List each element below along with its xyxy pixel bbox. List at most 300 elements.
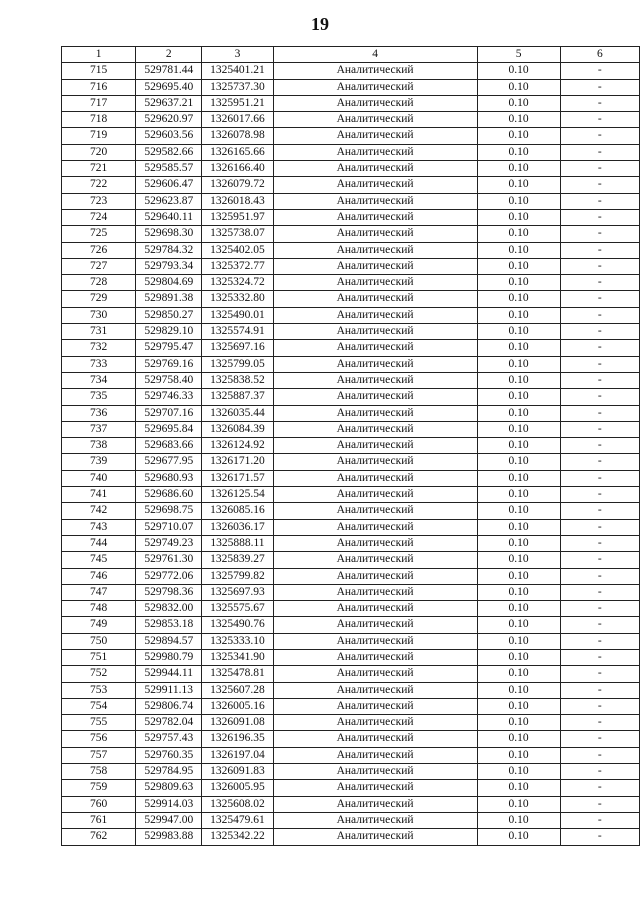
table-row <box>62 568 640 584</box>
method-cell: Аналитический <box>273 112 477 128</box>
table-row <box>62 144 640 160</box>
point-number-cell: 724 <box>62 209 136 225</box>
accuracy-cell: 0.10 <box>477 682 560 698</box>
note-cell: - <box>560 324 639 340</box>
x-coordinate-cell: 529850.27 <box>136 307 202 323</box>
table-row <box>62 405 640 421</box>
table-row <box>62 552 640 568</box>
table-row <box>62 731 640 747</box>
method-cell: Аналитический <box>273 63 477 79</box>
accuracy-cell: 0.10 <box>477 698 560 714</box>
accuracy-cell: 0.10 <box>477 829 560 845</box>
table-header-row <box>62 47 640 63</box>
x-coordinate-cell: 529782.04 <box>136 715 202 731</box>
note-cell: - <box>560 389 639 405</box>
table-row <box>62 242 640 258</box>
table-row <box>62 747 640 763</box>
table-row <box>62 584 640 600</box>
accuracy-cell: 0.10 <box>477 128 560 144</box>
point-number-cell: 723 <box>62 193 136 209</box>
method-cell: Аналитический <box>273 177 477 193</box>
note-cell: - <box>560 812 639 828</box>
table-row <box>62 649 640 665</box>
table-row <box>62 666 640 682</box>
x-coordinate-cell: 529947.00 <box>136 812 202 828</box>
method-cell: Аналитический <box>273 519 477 535</box>
point-number-cell: 753 <box>62 682 136 698</box>
y-coordinate-cell: 1325574.91 <box>202 324 273 340</box>
x-coordinate-cell: 529677.95 <box>136 454 202 470</box>
x-coordinate-cell: 529698.75 <box>136 503 202 519</box>
y-coordinate-cell: 1325888.11 <box>202 535 273 551</box>
table-row <box>62 470 640 486</box>
table-row <box>62 601 640 617</box>
note-cell: - <box>560 698 639 714</box>
point-number-cell: 728 <box>62 275 136 291</box>
accuracy-cell: 0.10 <box>477 503 560 519</box>
table-row <box>62 503 640 519</box>
x-coordinate-cell: 529806.74 <box>136 698 202 714</box>
note-cell: - <box>560 601 639 617</box>
x-coordinate-cell: 529983.88 <box>136 829 202 845</box>
point-number-cell: 751 <box>62 649 136 665</box>
x-coordinate-cell: 529772.06 <box>136 568 202 584</box>
accuracy-cell: 0.10 <box>477 324 560 340</box>
x-coordinate-cell: 529582.66 <box>136 144 202 160</box>
y-coordinate-cell: 1326018.43 <box>202 193 273 209</box>
method-cell: Аналитический <box>273 666 477 682</box>
y-coordinate-cell: 1325697.16 <box>202 340 273 356</box>
y-coordinate-cell: 1325402.05 <box>202 242 273 258</box>
method-cell: Аналитический <box>273 421 477 437</box>
y-coordinate-cell: 1325333.10 <box>202 633 273 649</box>
method-cell: Аналитический <box>273 568 477 584</box>
point-number-cell: 739 <box>62 454 136 470</box>
accuracy-cell: 0.10 <box>477 519 560 535</box>
x-coordinate-cell: 529620.97 <box>136 112 202 128</box>
method-cell: Аналитический <box>273 193 477 209</box>
y-coordinate-cell: 1326171.20 <box>202 454 273 470</box>
point-number-cell: 727 <box>62 258 136 274</box>
note-cell: - <box>560 764 639 780</box>
table-row <box>62 764 640 780</box>
y-coordinate-cell: 1325799.82 <box>202 568 273 584</box>
y-coordinate-cell: 1326078.98 <box>202 128 273 144</box>
table-row <box>62 209 640 225</box>
point-number-cell: 733 <box>62 356 136 372</box>
x-coordinate-cell: 529829.10 <box>136 324 202 340</box>
x-coordinate-cell: 529911.13 <box>136 682 202 698</box>
accuracy-cell: 0.10 <box>477 63 560 79</box>
accuracy-cell: 0.10 <box>477 340 560 356</box>
accuracy-cell: 0.10 <box>477 601 560 617</box>
method-cell: Аналитический <box>273 128 477 144</box>
note-cell: - <box>560 470 639 486</box>
table-row <box>62 812 640 828</box>
y-coordinate-cell: 1325838.52 <box>202 372 273 388</box>
method-cell: Аналитический <box>273 552 477 568</box>
method-cell: Аналитический <box>273 389 477 405</box>
point-number-cell: 715 <box>62 63 136 79</box>
table-row <box>62 193 640 209</box>
point-number-cell: 731 <box>62 324 136 340</box>
note-cell: - <box>560 421 639 437</box>
point-number-cell: 755 <box>62 715 136 731</box>
y-coordinate-cell: 1326091.08 <box>202 715 273 731</box>
x-coordinate-cell: 529795.47 <box>136 340 202 356</box>
x-coordinate-cell: 529710.07 <box>136 519 202 535</box>
table-row <box>62 226 640 242</box>
x-coordinate-cell: 529761.30 <box>136 552 202 568</box>
point-number-cell: 745 <box>62 552 136 568</box>
method-cell: Аналитический <box>273 275 477 291</box>
note-cell: - <box>560 715 639 731</box>
table-row <box>62 340 640 356</box>
method-cell: Аналитический <box>273 715 477 731</box>
accuracy-cell: 0.10 <box>477 552 560 568</box>
point-number-cell: 722 <box>62 177 136 193</box>
y-coordinate-cell: 1325342.22 <box>202 829 273 845</box>
method-cell: Аналитический <box>273 161 477 177</box>
note-cell: - <box>560 535 639 551</box>
note-cell: - <box>560 552 639 568</box>
accuracy-cell: 0.10 <box>477 161 560 177</box>
x-coordinate-cell: 529707.16 <box>136 405 202 421</box>
method-cell: Аналитический <box>273 144 477 160</box>
x-coordinate-cell: 529695.84 <box>136 421 202 437</box>
x-coordinate-cell: 529623.87 <box>136 193 202 209</box>
x-coordinate-cell: 529695.40 <box>136 79 202 95</box>
method-cell: Аналитический <box>273 95 477 111</box>
x-coordinate-cell: 529944.11 <box>136 666 202 682</box>
accuracy-cell: 0.10 <box>477 112 560 128</box>
column-header: 3 <box>202 47 273 63</box>
accuracy-cell: 0.10 <box>477 226 560 242</box>
note-cell: - <box>560 584 639 600</box>
y-coordinate-cell: 1325951.21 <box>202 95 273 111</box>
y-coordinate-cell: 1326005.95 <box>202 780 273 796</box>
method-cell: Аналитический <box>273 747 477 763</box>
point-number-cell: 760 <box>62 796 136 812</box>
table-row <box>62 715 640 731</box>
y-coordinate-cell: 1325490.01 <box>202 307 273 323</box>
column-header: 1 <box>62 47 136 63</box>
method-cell: Аналитический <box>273 209 477 225</box>
point-number-cell: 740 <box>62 470 136 486</box>
note-cell: - <box>560 796 639 812</box>
y-coordinate-cell: 1325839.27 <box>202 552 273 568</box>
table-row <box>62 161 640 177</box>
note-cell: - <box>560 649 639 665</box>
x-coordinate-cell: 529585.57 <box>136 161 202 177</box>
y-coordinate-cell: 1325697.93 <box>202 584 273 600</box>
note-cell: - <box>560 226 639 242</box>
note-cell: - <box>560 307 639 323</box>
x-coordinate-cell: 529683.66 <box>136 438 202 454</box>
x-coordinate-cell: 529784.95 <box>136 764 202 780</box>
y-coordinate-cell: 1326166.40 <box>202 161 273 177</box>
table-row <box>62 275 640 291</box>
method-cell: Аналитический <box>273 731 477 747</box>
note-cell: - <box>560 519 639 535</box>
table-row <box>62 389 640 405</box>
table-row <box>62 356 640 372</box>
x-coordinate-cell: 529784.32 <box>136 242 202 258</box>
point-number-cell: 758 <box>62 764 136 780</box>
accuracy-cell: 0.10 <box>477 242 560 258</box>
y-coordinate-cell: 1326125.54 <box>202 487 273 503</box>
y-coordinate-cell: 1325479.61 <box>202 812 273 828</box>
table-row <box>62 829 640 845</box>
x-coordinate-cell: 529680.93 <box>136 470 202 486</box>
y-coordinate-cell: 1326005.16 <box>202 698 273 714</box>
point-number-cell: 718 <box>62 112 136 128</box>
note-cell: - <box>560 128 639 144</box>
accuracy-cell: 0.10 <box>477 649 560 665</box>
y-coordinate-cell: 1325575.67 <box>202 601 273 617</box>
x-coordinate-cell: 529769.16 <box>136 356 202 372</box>
method-cell: Аналитический <box>273 307 477 323</box>
accuracy-cell: 0.10 <box>477 389 560 405</box>
y-coordinate-cell: 1326091.83 <box>202 764 273 780</box>
column-header: 2 <box>136 47 202 63</box>
method-cell: Аналитический <box>273 617 477 633</box>
y-coordinate-cell: 1325887.37 <box>202 389 273 405</box>
accuracy-cell: 0.10 <box>477 79 560 95</box>
table-row <box>62 95 640 111</box>
y-coordinate-cell: 1325324.72 <box>202 275 273 291</box>
note-cell: - <box>560 487 639 503</box>
coordinates-table <box>61 46 640 846</box>
point-number-cell: 748 <box>62 601 136 617</box>
accuracy-cell: 0.10 <box>477 535 560 551</box>
note-cell: - <box>560 209 639 225</box>
point-number-cell: 741 <box>62 487 136 503</box>
point-number-cell: 750 <box>62 633 136 649</box>
x-coordinate-cell: 529640.11 <box>136 209 202 225</box>
x-coordinate-cell: 529749.23 <box>136 535 202 551</box>
y-coordinate-cell: 1326124.92 <box>202 438 273 454</box>
table-row <box>62 682 640 698</box>
method-cell: Аналитический <box>273 601 477 617</box>
x-coordinate-cell: 529832.00 <box>136 601 202 617</box>
method-cell: Аналитический <box>273 584 477 600</box>
point-number-cell: 721 <box>62 161 136 177</box>
y-coordinate-cell: 1326085.16 <box>202 503 273 519</box>
accuracy-cell: 0.10 <box>477 796 560 812</box>
point-number-cell: 761 <box>62 812 136 828</box>
table-row <box>62 177 640 193</box>
note-cell: - <box>560 405 639 421</box>
method-cell: Аналитический <box>273 79 477 95</box>
table-row <box>62 535 640 551</box>
table-row <box>62 63 640 79</box>
accuracy-cell: 0.10 <box>477 780 560 796</box>
x-coordinate-cell: 529891.38 <box>136 291 202 307</box>
table-row <box>62 291 640 307</box>
x-coordinate-cell: 529637.21 <box>136 95 202 111</box>
accuracy-cell: 0.10 <box>477 747 560 763</box>
point-number-cell: 756 <box>62 731 136 747</box>
y-coordinate-cell: 1325332.80 <box>202 291 273 307</box>
method-cell: Аналитический <box>273 829 477 845</box>
note-cell: - <box>560 193 639 209</box>
method-cell: Аналитический <box>273 698 477 714</box>
note-cell: - <box>560 568 639 584</box>
note-cell: - <box>560 291 639 307</box>
column-header: 6 <box>560 47 639 63</box>
point-number-cell: 746 <box>62 568 136 584</box>
x-coordinate-cell: 529603.56 <box>136 128 202 144</box>
method-cell: Аналитический <box>273 258 477 274</box>
accuracy-cell: 0.10 <box>477 812 560 828</box>
accuracy-cell: 0.10 <box>477 617 560 633</box>
x-coordinate-cell: 529914.03 <box>136 796 202 812</box>
table-row <box>62 519 640 535</box>
note-cell: - <box>560 340 639 356</box>
table-row <box>62 633 640 649</box>
accuracy-cell: 0.10 <box>477 372 560 388</box>
method-cell: Аналитический <box>273 405 477 421</box>
x-coordinate-cell: 529804.69 <box>136 275 202 291</box>
note-cell: - <box>560 95 639 111</box>
x-coordinate-cell: 529853.18 <box>136 617 202 633</box>
table-row <box>62 617 640 633</box>
note-cell: - <box>560 177 639 193</box>
table-row <box>62 258 640 274</box>
table-row <box>62 324 640 340</box>
point-number-cell: 730 <box>62 307 136 323</box>
accuracy-cell: 0.10 <box>477 454 560 470</box>
table-body <box>62 63 640 845</box>
y-coordinate-cell: 1326035.44 <box>202 405 273 421</box>
point-number-cell: 725 <box>62 226 136 242</box>
table-row <box>62 372 640 388</box>
method-cell: Аналитический <box>273 812 477 828</box>
note-cell: - <box>560 144 639 160</box>
page-number: 19 <box>311 14 329 34</box>
point-number-cell: 738 <box>62 438 136 454</box>
method-cell: Аналитический <box>273 340 477 356</box>
y-coordinate-cell: 1326165.66 <box>202 144 273 160</box>
note-cell: - <box>560 633 639 649</box>
accuracy-cell: 0.10 <box>477 731 560 747</box>
method-cell: Аналитический <box>273 796 477 812</box>
x-coordinate-cell: 529798.36 <box>136 584 202 600</box>
table-row <box>62 698 640 714</box>
accuracy-cell: 0.10 <box>477 356 560 372</box>
y-coordinate-cell: 1326017.66 <box>202 112 273 128</box>
table-row <box>62 454 640 470</box>
accuracy-cell: 0.10 <box>477 438 560 454</box>
table-row <box>62 307 640 323</box>
accuracy-cell: 0.10 <box>477 568 560 584</box>
method-cell: Аналитический <box>273 226 477 242</box>
accuracy-cell: 0.10 <box>477 177 560 193</box>
note-cell: - <box>560 731 639 747</box>
table-row <box>62 780 640 796</box>
accuracy-cell: 0.10 <box>477 715 560 731</box>
note-cell: - <box>560 617 639 633</box>
point-number-cell: 719 <box>62 128 136 144</box>
y-coordinate-cell: 1325608.02 <box>202 796 273 812</box>
x-coordinate-cell: 529686.60 <box>136 487 202 503</box>
table-row <box>62 438 640 454</box>
accuracy-cell: 0.10 <box>477 487 560 503</box>
y-coordinate-cell: 1325799.05 <box>202 356 273 372</box>
note-cell: - <box>560 242 639 258</box>
point-number-cell: 716 <box>62 79 136 95</box>
note-cell: - <box>560 747 639 763</box>
accuracy-cell: 0.10 <box>477 666 560 682</box>
table-row <box>62 128 640 144</box>
y-coordinate-cell: 1325490.76 <box>202 617 273 633</box>
x-coordinate-cell: 529781.44 <box>136 63 202 79</box>
point-number-cell: 735 <box>62 389 136 405</box>
x-coordinate-cell: 529746.33 <box>136 389 202 405</box>
note-cell: - <box>560 79 639 95</box>
accuracy-cell: 0.10 <box>477 291 560 307</box>
y-coordinate-cell: 1325372.77 <box>202 258 273 274</box>
point-number-cell: 757 <box>62 747 136 763</box>
note-cell: - <box>560 454 639 470</box>
accuracy-cell: 0.10 <box>477 193 560 209</box>
method-cell: Аналитический <box>273 454 477 470</box>
point-number-cell: 743 <box>62 519 136 535</box>
point-number-cell: 726 <box>62 242 136 258</box>
point-number-cell: 749 <box>62 617 136 633</box>
point-number-cell: 737 <box>62 421 136 437</box>
point-number-cell: 759 <box>62 780 136 796</box>
x-coordinate-cell: 529809.63 <box>136 780 202 796</box>
method-cell: Аналитический <box>273 324 477 340</box>
method-cell: Аналитический <box>273 633 477 649</box>
point-number-cell: 747 <box>62 584 136 600</box>
table-row <box>62 796 640 812</box>
note-cell: - <box>560 112 639 128</box>
x-coordinate-cell: 529757.43 <box>136 731 202 747</box>
table-row <box>62 79 640 95</box>
x-coordinate-cell: 529606.47 <box>136 177 202 193</box>
accuracy-cell: 0.10 <box>477 258 560 274</box>
x-coordinate-cell: 529793.34 <box>136 258 202 274</box>
point-number-cell: 717 <box>62 95 136 111</box>
point-number-cell: 742 <box>62 503 136 519</box>
note-cell: - <box>560 258 639 274</box>
x-coordinate-cell: 529698.30 <box>136 226 202 242</box>
x-coordinate-cell: 529894.57 <box>136 633 202 649</box>
y-coordinate-cell: 1325737.30 <box>202 79 273 95</box>
x-coordinate-cell: 529760.35 <box>136 747 202 763</box>
point-number-cell: 729 <box>62 291 136 307</box>
point-number-cell: 732 <box>62 340 136 356</box>
column-header: 4 <box>273 47 477 63</box>
note-cell: - <box>560 682 639 698</box>
point-number-cell: 744 <box>62 535 136 551</box>
table-row <box>62 487 640 503</box>
method-cell: Аналитический <box>273 356 477 372</box>
method-cell: Аналитический <box>273 649 477 665</box>
note-cell: - <box>560 356 639 372</box>
note-cell: - <box>560 63 639 79</box>
method-cell: Аналитический <box>273 535 477 551</box>
accuracy-cell: 0.10 <box>477 764 560 780</box>
y-coordinate-cell: 1325738.07 <box>202 226 273 242</box>
table-row <box>62 112 640 128</box>
method-cell: Аналитический <box>273 503 477 519</box>
accuracy-cell: 0.10 <box>477 421 560 437</box>
accuracy-cell: 0.10 <box>477 275 560 291</box>
